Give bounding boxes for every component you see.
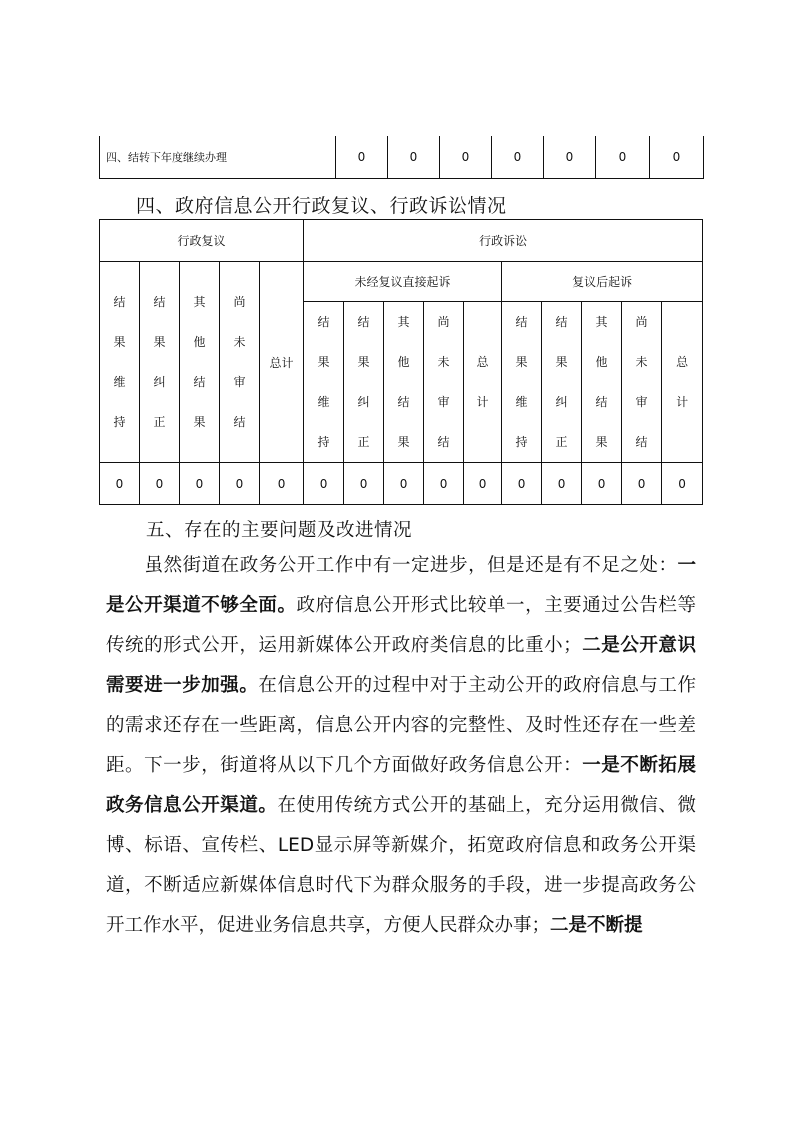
- table-row: [100, 463, 703, 505]
- col-pending: 尚 未 审 结: [622, 302, 662, 463]
- table-cell: 0: [492, 136, 544, 179]
- table-cell: 0: [336, 136, 388, 179]
- col-total: 总 计: [662, 302, 703, 463]
- col-pending: 尚 未 审 结: [220, 262, 260, 463]
- col-other: 其 他 结 果: [582, 302, 622, 463]
- paragraph-text: 虽然街道在政务公开工作中有一定进步，但是还是有不足之处：: [144, 555, 678, 576]
- admin-lawsuit-header: 行政诉讼: [304, 220, 703, 262]
- table-cell: 0: [662, 463, 703, 505]
- col-corrected: 结 果 纠 正: [344, 302, 384, 463]
- direct-suit-header: 未经复议直接起诉: [304, 262, 502, 302]
- col-total: 总 计: [464, 302, 502, 463]
- col-total: 总计: [260, 262, 304, 463]
- emphasis-text: 一是不断拓展政务信息公开渠道。: [106, 755, 696, 816]
- table-cell: 0: [180, 463, 220, 505]
- col-maintained: 结 果 维 持: [502, 302, 542, 463]
- litigation-table: [99, 219, 703, 505]
- col-other: 其 他 结 果: [180, 262, 220, 463]
- table-cell: 0: [650, 136, 704, 179]
- table-cell: 0: [384, 463, 424, 505]
- table-cell: 0: [424, 463, 464, 505]
- paragraph-text: 在使用传统方式公开的基础上，充分运用微信、微博、标语、宣传栏、LED显示屏等新媒介，拓宽政府信息和政务公开渠道，不断适应新媒体信息时代下为群众服务的手段，进一步提高政务公开工作水平，促进业务信息共享，方便人民群众办事；: [106, 795, 696, 936]
- col-other: 其 他 结 果: [384, 302, 424, 463]
- table-cell: 0: [440, 136, 492, 179]
- after-review-header: 复议后起诉: [502, 262, 703, 302]
- carryover-table: [99, 136, 704, 179]
- paragraph-text: 在信息公开的过程中对于主动公开的政府信息与工作的需求还存在一些距离，信息公开内容的完整性、及时性还存在一些差距。下一步，街道将从以下几个方面做好政务信息公开：: [106, 675, 696, 776]
- table-cell: 0: [542, 463, 582, 505]
- emphasis-text: 一是公开渠道不够全面。: [106, 555, 696, 616]
- table-cell: 0: [260, 463, 304, 505]
- admin-review-header: 行政复议: [100, 220, 304, 262]
- emphasis-text: 二是不断提: [550, 915, 643, 936]
- table-cell: 0: [596, 136, 650, 179]
- table-cell: 0: [140, 463, 180, 505]
- table-row: [100, 220, 703, 262]
- col-pending: 尚 未 审 结: [424, 302, 464, 463]
- table-cell: 0: [464, 463, 502, 505]
- table-cell: 0: [100, 463, 140, 505]
- table-cell: 0: [622, 463, 662, 505]
- col-maintained: 结 果 维 持: [100, 262, 140, 463]
- table-cell: 0: [344, 463, 384, 505]
- col-corrected: 结 果 纠 正: [140, 262, 180, 463]
- section-heading-5: 五、存在的主要问题及改进情况: [146, 520, 413, 541]
- emphasis-text: 二是公开意识需要进一步加强。: [106, 635, 696, 696]
- table-cell: 0: [304, 463, 344, 505]
- col-maintained: 结 果 维 持: [304, 302, 344, 463]
- table-cell: 0: [388, 136, 440, 179]
- table-cell: 0: [220, 463, 260, 505]
- table-cell: 0: [544, 136, 596, 179]
- col-corrected: 结 果 纠 正: [542, 302, 582, 463]
- paragraph-text: 政府信息公开形式比较单一，主要通过公告栏等传统的形式公开，运用新媒体公开政府类信息的比重小；: [106, 595, 696, 656]
- row-label: 四、结转下年度继续办理: [100, 136, 336, 179]
- table-cell: 0: [582, 463, 622, 505]
- table-cell: 0: [502, 463, 542, 505]
- table-row: [100, 136, 704, 179]
- table-row: [100, 262, 703, 302]
- section-heading-4: 四、政府信息公开行政复议、行政诉讼情况: [136, 195, 507, 217]
- body-paragraph: [106, 546, 696, 946]
